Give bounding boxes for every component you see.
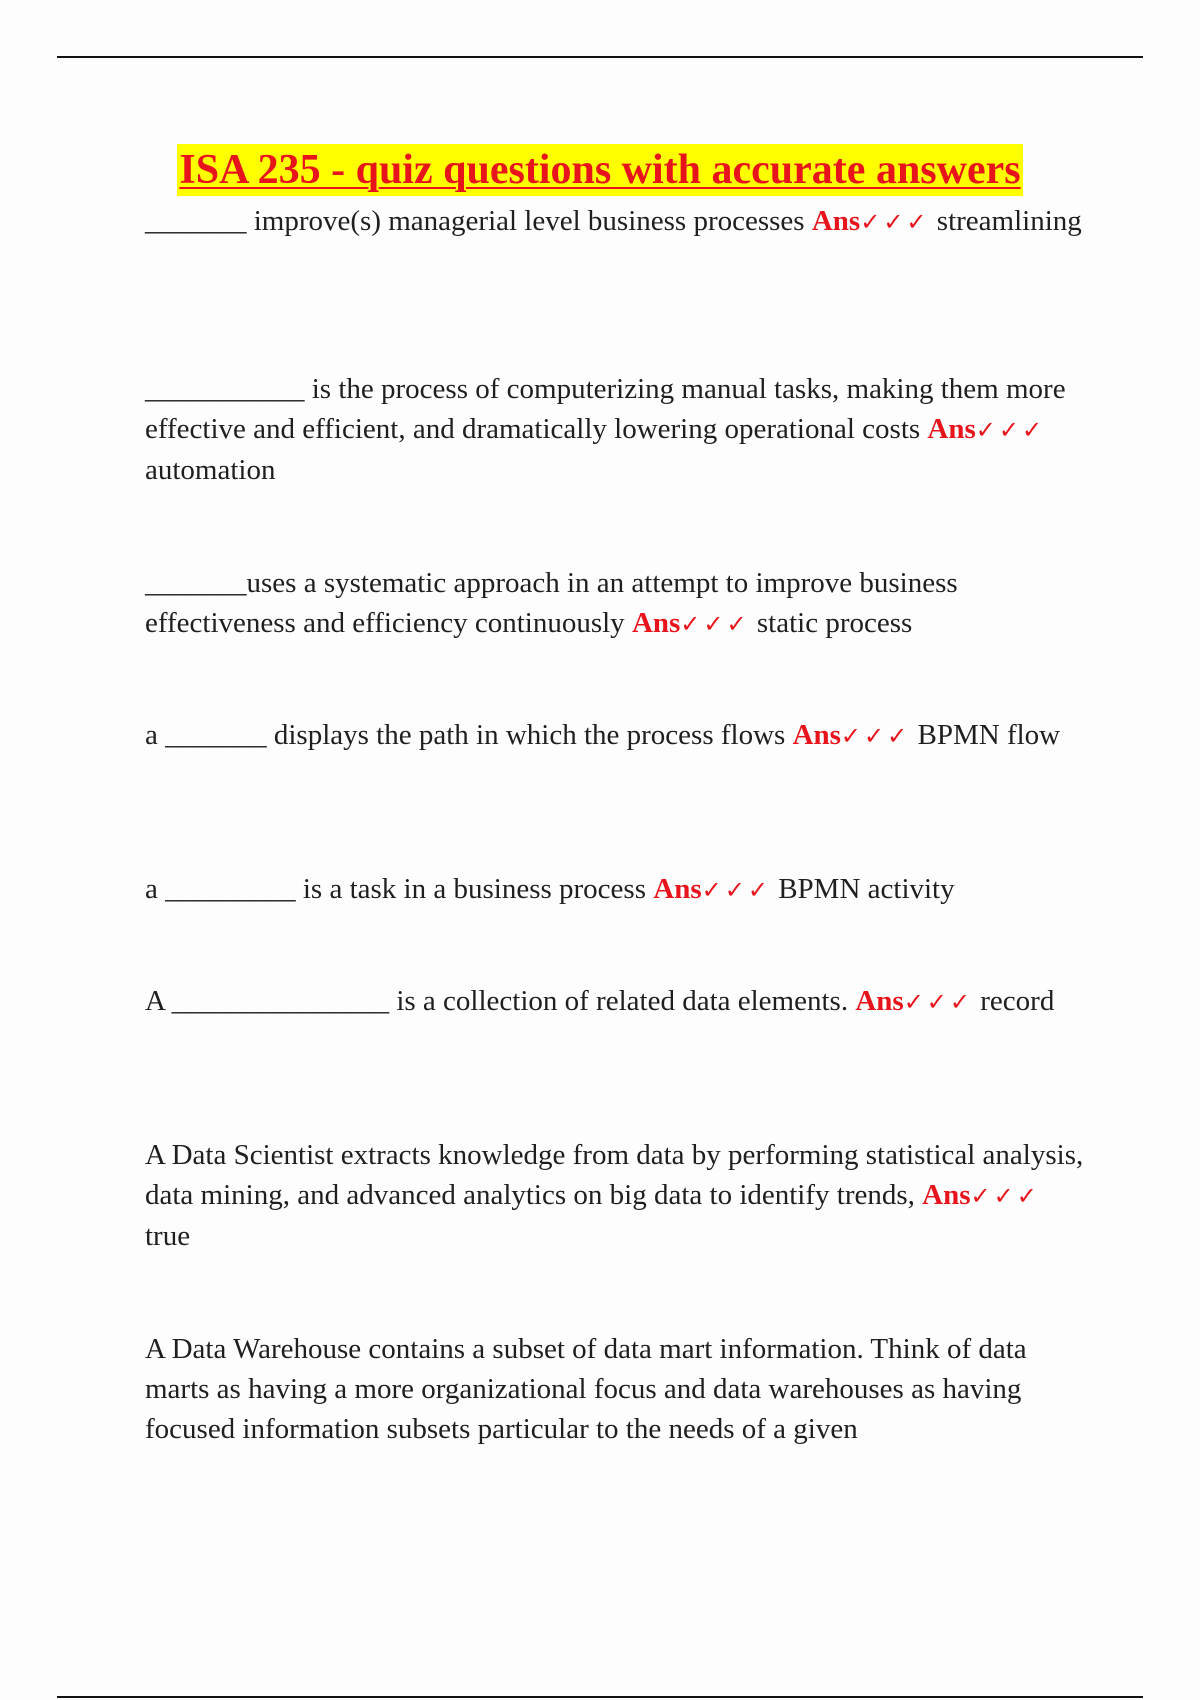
question-1 <box>145 201 1090 242</box>
answer-label: Ans <box>631 607 681 639</box>
answer-label: Ans <box>922 1179 971 1211</box>
question-text: a _______ displays the path in which the process flows <box>145 719 793 751</box>
answer-label: Ans <box>811 205 861 237</box>
answer-label: Ans <box>792 719 841 751</box>
partial-paragraph: A Data Warehouse contains a subset of data mart information. Think of data marts as having a more organizational focus and data warehouses as having focused information subsets particular to the needs of a given <box>145 1333 1027 1445</box>
question-3 <box>145 563 1090 644</box>
footer-rule <box>57 1696 1143 1698</box>
answer-label: Ans <box>653 873 702 905</box>
check-marks-icon: ✓✓✓ <box>860 208 930 236</box>
title-wrap <box>0 144 1200 196</box>
question-7 <box>145 1135 1090 1256</box>
question-4 <box>145 715 1090 756</box>
check-marks-icon: ✓✓✓ <box>975 416 1046 444</box>
check-marks-icon: ✓✓✓ <box>680 610 750 638</box>
check-marks-icon: ✓✓✓ <box>701 876 771 904</box>
question-2 <box>145 369 1090 490</box>
check-marks-icon: ✓✓✓ <box>903 988 974 1016</box>
question-text: ___________ is the process of computerizing manual tasks, making them more effective and efficient, and dramatically lowering operational costs <box>145 373 1066 445</box>
question-text: _______uses a systematic approach in an attempt to improve business effectiveness and efficiency continuously <box>145 567 958 639</box>
answer-text: true <box>145 1220 191 1252</box>
question-text: a _________ is a task in a business process <box>145 873 654 905</box>
question-text: A Data Scientist extracts knowledge from data by performing statistical analysis, data mining, and advanced analytics on big data to identify trends, <box>145 1139 1084 1211</box>
answer-label: Ans <box>927 413 976 445</box>
answer-text: BPMN flow <box>910 719 1061 751</box>
question-text: A _______________ is a collection of related data elements. <box>145 985 856 1017</box>
answer-label: Ans <box>855 985 904 1017</box>
check-marks-icon: ✓✓✓ <box>970 1182 1040 1210</box>
check-marks-icon: ✓✓✓ <box>840 722 911 750</box>
answer-text: streamlining <box>929 205 1082 237</box>
answer-text: record <box>973 985 1055 1017</box>
document-title: ISA 235 - quiz questions with accurate answers <box>177 144 1022 196</box>
question-5 <box>145 869 1090 910</box>
question-6 <box>145 981 1090 1022</box>
answer-text: static process <box>749 607 913 639</box>
answer-text: BPMN activity <box>770 873 955 905</box>
answer-text: automation <box>145 454 276 486</box>
question-text: _______ improve(s) managerial level business processes <box>145 205 812 237</box>
header-rule <box>57 56 1143 58</box>
